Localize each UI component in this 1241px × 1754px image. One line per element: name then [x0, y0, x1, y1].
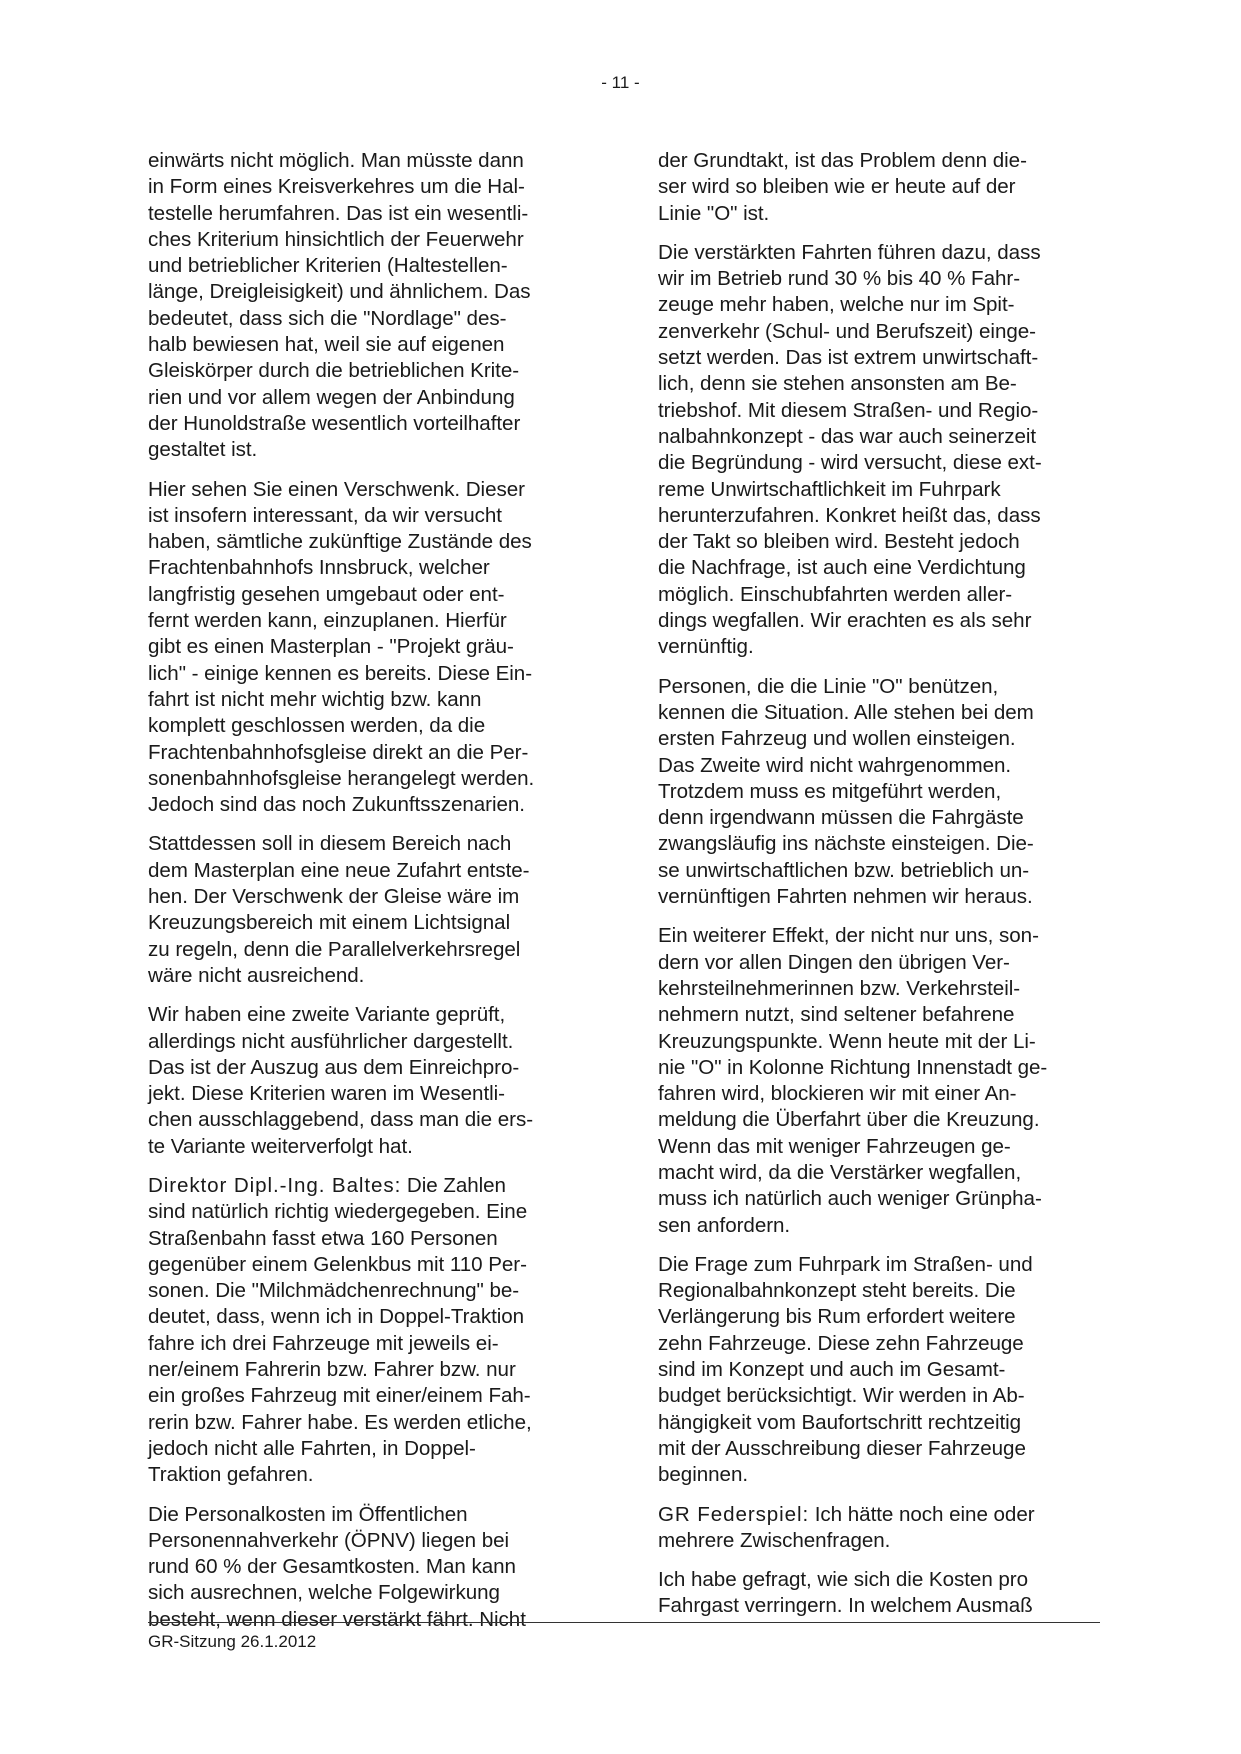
paragraph: Ich habe gefragt, wie sich die Kosten pro Fahrgast verringern. In welchem Ausmaß [658, 1568, 1033, 1618]
speaker-text: Ich hätte noch eine oder mehrere Zwischenfragen. [658, 1502, 1035, 1552]
paragraph: Die verstärkten Fahrten führen dazu, dass wir im Betrieb rund 30 % bis 40 % Fahr- zeuge mehr haben, welche nur im Spit- zenverkehr (Schul- und Berufszeit) einge- setzt werden. Das ist extrem unwirtschaft- lich, denn sie stehen ansonsten am Be- triebshof. Mit diesem Straßen- und Regio- nalbahnkonzept - das war auch seinerzeit die Begründung - wird versucht, diese ext- reme Unwirtschaftlichkeit im Fuhrpark herunterzufahren. Konkret heißt das, dass der Takt so bleiben wird. Besteht jedoch die Nachfrage, ist auch eine Verdichtung möglich. Einschubfahrten werden aller- dings wegfallen. Wir erachten es als sehr vernünftig. [658, 240, 1042, 659]
speaker-name: Direktor Dipl.-Ing. Baltes: [148, 1173, 402, 1197]
footer-divider [148, 1622, 1100, 1623]
paragraph: Ein weiterer Effekt, der nicht nur uns, son- dern vor allen Dingen den übrigen Ver- kehrsteilnehmerinnen bzw. Verkehrsteil- nehmern nutzt, sind seltener befahrene Kreuzungspunkte. Wenn heute mit der Li- nie "O" in Kolonne Richtung Innenstadt ge- fahren wird, blockieren wir mit einer An- meldung die Überfahrt über die Kreuzung. Wenn das mit weniger Fahrzeugen ge- macht wird, da die Verstärker wegfallen, muss ich natürlich auch weniger Grünpha- sen anfordern. [658, 924, 1048, 1237]
left-column [148, 148, 588, 1646]
footer-session-date: GR-Sitzung 26.1.2012 [148, 1632, 317, 1651]
paragraph: Die Frage zum Fuhrpark im Straßen- und Regionalbahnkonzept steht bereits. Die Verlängerung bis Rum erfordert weitere zehn Fahrzeuge. Diese zehn Fahrzeuge sind im Konzept und auch im Gesamt- budget berücksichtigt. Wir werden in Ab- hängigkeit vom Baufortschritt rechtzeitig mit der Ausschreibung dieser Fahrzeuge beginnen. [658, 1252, 1033, 1487]
speaker-text: Die Zahlen sind natürlich richtig wiedergegeben. Eine Straßenbahn fasst etwa 160 Personen gegenüber einem Gelenkbus mit 110 Per- sonen. Die "Milchmädchenrechnung" be- deutet, dass, wenn ich in Doppel-Traktion fahre ich drei Fahrzeuge mit jeweils ei- ner/einem Fahrerin bzw. Fahrer bzw. nur ein großes Fahrzeug mit einer/einem Fah- rerin bzw. Fahrer habe. Es werden etliche, jedoch nicht alle Fahrten, in Doppel- Traktion gefahren. [148, 1173, 532, 1487]
speaker-paragraph [148, 1173, 588, 1489]
paragraph: Personen, die die Linie "O" benützen, kennen die Situation. Alle stehen bei dem ersten Fahrzeug und wollen einsteigen. Das Zweite wird nicht wahrgenommen. Trotzdem muss es mitgeführt werden, denn irgendwann müssen die Fahrgäste zwangsläufig ins nächste einsteigen. Die- se unwirtschaftlichen bzw. betrieblich un- vernünftigen Fahrten nehmen wir heraus. [658, 674, 1034, 909]
paragraph: Die Personalkosten im Öffentlichen Personennahverkehr (ÖPNV) liegen bei rund 60 % der Gesamtkosten. Man kann sich ausrechnen, welche Folgewirkung besteht, wenn dieser verstärkt fährt. Nicht [148, 1502, 526, 1631]
paragraph: Wir haben eine zweite Variante geprüft, allerdings nicht ausführlicher dargestellt. Das ist der Auszug aus dem Einreichpro- jekt. Diese Kriterien waren im Wesentli- chen ausschlaggebend, dass man die ers- te Variante weiterverfolgt hat. [148, 1003, 533, 1158]
paragraph: der Grundtakt, ist das Problem denn die- ser wird so bleiben wie er heute auf der Linie "O" ist. [658, 149, 1027, 225]
speaker-name: GR Federspiel: [658, 1502, 810, 1526]
speaker-paragraph [658, 1502, 1100, 1555]
paragraph: Hier sehen Sie einen Verschwenk. Dieser ist insofern interessant, da wir versucht haben, sämtliche zukünftige Zustände des Frachtenbahnhofs Innsbruck, welcher langfristig gesehen umgebaut oder ent- fernt werden kann, einzuplanen. Hierfür gibt es einen Masterplan - "Projekt gräu- lich" - einige kennen es bereits. Diese Ein- fahrt ist nicht mehr wichtig bzw. kann komplett geschlossen werden, da die Frachtenbahnhofsgleise direkt an die Per- sonenbahnhofsgleise herangelegt werden. Jedoch sind das noch Zukunftsszenarien. [148, 477, 535, 817]
paragraph: einwärts nicht möglich. Man müsste dann in Form eines Kreisverkehres um die Hal- testelle herumfahren. Das ist ein wesentli- ches Kriterium hinsichtlich der Feuerwehr und betrieblicher Kriterien (Haltestellen- länge, Dreigleisigkeit) und ähnlichem. Das bedeutet, dass sich die "Nordlage" des- halb bewiesen hat, weil sie auf eigenen Gleiskörper durch die betrieblichen Krite- rien und vor allem wegen der Anbindung der Hunoldstraße wesentlich vorteilhafter gestaltet ist. [148, 149, 531, 462]
right-column [658, 148, 1100, 1633]
page-number: - 11 - [601, 73, 640, 92]
paragraph: Stattdessen soll in diesem Bereich nach dem Masterplan eine neue Zufahrt entste- hen. Der Verschwenk der Gleise wäre im Kreuzungsbereich mit einem Lichtsignal zu regeln, denn die Parallelverkehrsregel wäre nicht ausreichend. [148, 832, 530, 987]
